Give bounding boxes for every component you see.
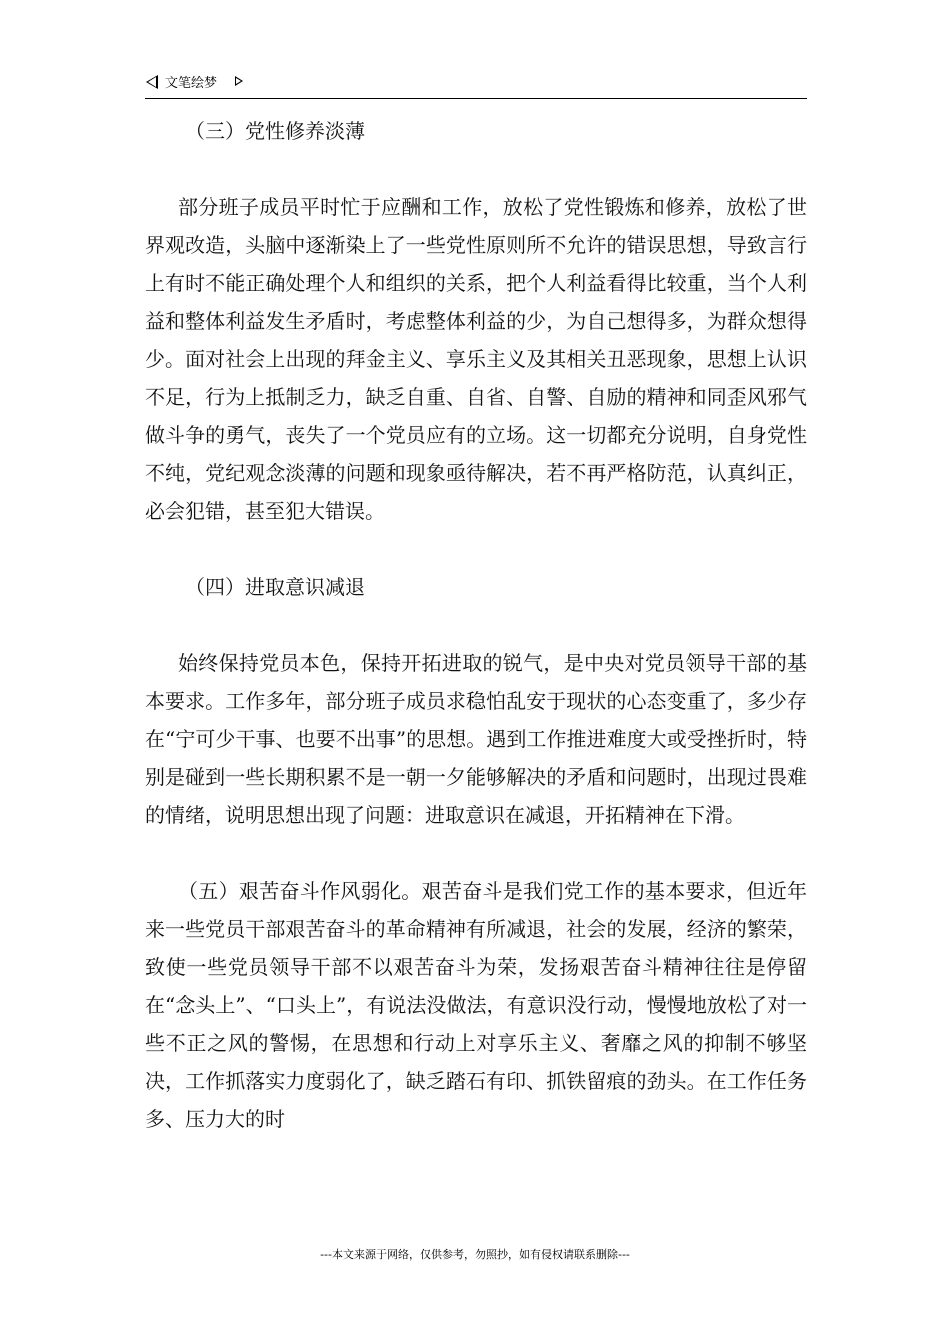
section-paragraph-5: （五）艰苦奋斗作风弱化。艰苦奋斗是我们党工作的基本要求，但近年来一些党员干部艰苦奋斗的革命精神有所减退，社会的发展，经济的繁荣，致使一些党员领导干部不以艰苦奋斗为荣，发扬艰苦奋斗精神往往是停留在“念头上”、“口头上”，有说法没做法，有意识没行动，慢慢地放松了对一些不正之风的警惕，在思想和行动上对享乐主义、奢靡之风的抑制不够坚决，工作抓落实力度弱化了，缺乏踏石有印、抓铁留痕的劲头。在工作任务多、压力大的时 xyxy=(145,879,807,1131)
section-heading-4: （四）进取意识减退 xyxy=(185,575,365,599)
page-footer-notice: ---本文来源于网络，仅供参考，勿照抄，如有侵权请联系删除--- xyxy=(320,1248,630,1261)
section-heading-3: （三）党性修养淡薄 xyxy=(185,119,365,143)
document-body xyxy=(145,112,807,1138)
section-paragraph-4: 始终保持党员本色，保持开拓进取的锐气，是中央对党员领导干部的基本要求。工作多年，部分班子成员求稳怕乱安于现状的心态变重了，多少存在“宁可少干事、也要不出事”的思想。遇到工作推进难度大或受挫折时，特别是碰到一些长期积累不是一朝一夕能够解决的矛盾和问题时，出现过畏难的情绪，说明思想出现了问题：进取意识在减退，开拓精神在下滑。 xyxy=(145,651,807,827)
page-header xyxy=(145,70,807,99)
left-triangle-icon xyxy=(146,75,158,89)
header-brand: 文笔绘梦 xyxy=(165,76,218,91)
right-triangle-icon xyxy=(235,76,243,86)
section-paragraph-3: 部分班子成员平时忙于应酬和工作，放松了党性锻炼和修养，放松了世界观改造，头脑中逐渐染上了一些党性原则所不允许的错误思想，导致言行上有时不能正确处理个人和组织的关系，把个人利益看得比较重，当个人利益和整体利益发生矛盾时，考虑整体利益的少，为自己想得多，为群众想得少。面对社会上出现的拜金主义、享乐主义及其相关丑恶现象，思想上认识不足，行为上抵制乏力，缺乏自重、自省、自警、自励的精神和同歪风邪气做斗争的勇气，丧失了一个党员应有的立场。这一切都充分说明，自身党性不纯，党纪观念淡薄的问题和现象亟待解决，若不再严格防范，认真纠正，必会犯错，甚至犯大错误。 xyxy=(145,195,807,523)
